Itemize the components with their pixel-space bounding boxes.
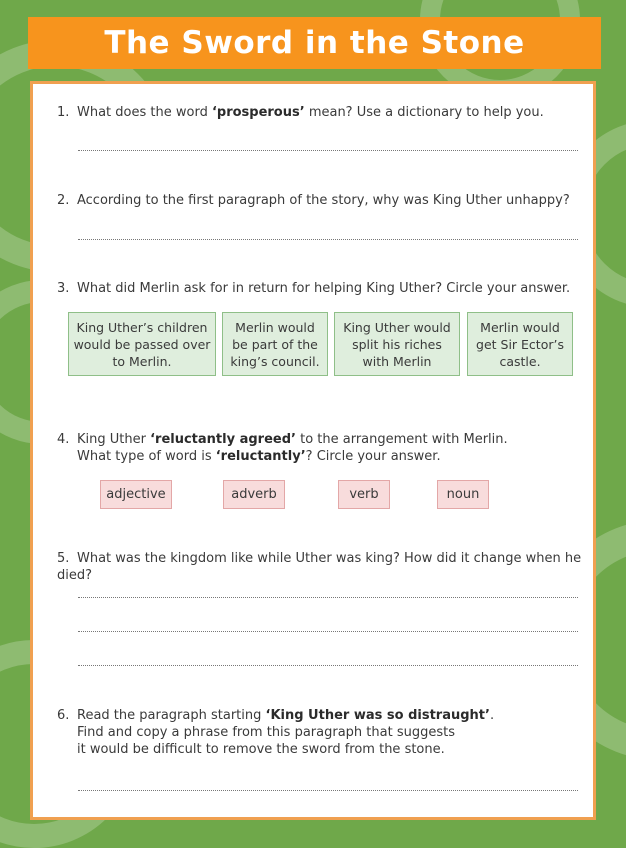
answer-line[interactable]: [78, 597, 578, 598]
question-text: What did Merlin ask for in return for helping King Uther? Circle your answer.: [77, 281, 571, 296]
page-title: The Sword in the Stone: [104, 25, 525, 61]
question-text: ? Circle your answer.: [305, 449, 441, 464]
question-1: [57, 104, 544, 121]
title-banner: [28, 17, 601, 69]
question-text: King Uther: [77, 432, 151, 447]
question-number: 2.: [57, 193, 70, 208]
question-3: [57, 280, 570, 297]
question-keyword: ‘prosperous’: [211, 105, 305, 120]
question-text: What was the kingdom like while Uther was king? How did it change when he died?: [57, 551, 582, 583]
answer-choice[interactable]: verb: [338, 480, 390, 509]
question-text: Read the paragraph starting: [77, 708, 266, 723]
answer-choice[interactable]: Merlin would get Sir Ector’s castle.: [467, 312, 573, 376]
question-text: mean? Use a dictionary to help you.: [304, 105, 544, 120]
question-text: What type of word is: [77, 449, 216, 464]
answer-choice[interactable]: Merlin would be part of the king’s council.: [222, 312, 328, 376]
answer-line[interactable]: [78, 150, 578, 151]
answer-choice[interactable]: noun: [437, 480, 489, 509]
question-text: According to the first paragraph of the story, why was King Uther unhappy?: [77, 193, 570, 208]
answer-line[interactable]: [78, 631, 578, 632]
answer-line[interactable]: [78, 665, 578, 666]
answer-choice[interactable]: King Uther’s children would be passed over to Merlin.: [68, 312, 216, 376]
question-6: [57, 707, 494, 758]
question-number: 5.: [57, 551, 70, 566]
question-text: What does the word: [77, 105, 212, 120]
answer-choice[interactable]: adjective: [100, 480, 172, 509]
question-number: 6.: [57, 708, 70, 723]
question-number: 1.: [57, 105, 70, 120]
worksheet-panel: [30, 81, 596, 820]
question-text: to the arrangement with Merlin.: [295, 432, 508, 447]
question-text: Find and copy a phrase from this paragraph that suggests: [77, 725, 455, 740]
question-number: 4.: [57, 432, 70, 447]
question-number: 3.: [57, 281, 70, 296]
answer-choice[interactable]: King Uther would split his riches with Merlin: [334, 312, 460, 376]
answer-choice[interactable]: adverb: [223, 480, 285, 509]
answer-line[interactable]: [78, 790, 578, 791]
question-text: .: [489, 708, 495, 723]
question-keyword: ‘King Uther was so distraught’: [265, 708, 490, 723]
question-keyword: ‘reluctantly’: [215, 449, 306, 464]
question-4: [57, 431, 508, 465]
question-keyword: ‘reluctantly agreed’: [150, 432, 296, 447]
answer-line[interactable]: [78, 239, 578, 240]
question-5: [57, 550, 593, 584]
question-text: it would be difficult to remove the sword from the stone.: [77, 742, 445, 757]
question-2: [57, 192, 570, 209]
